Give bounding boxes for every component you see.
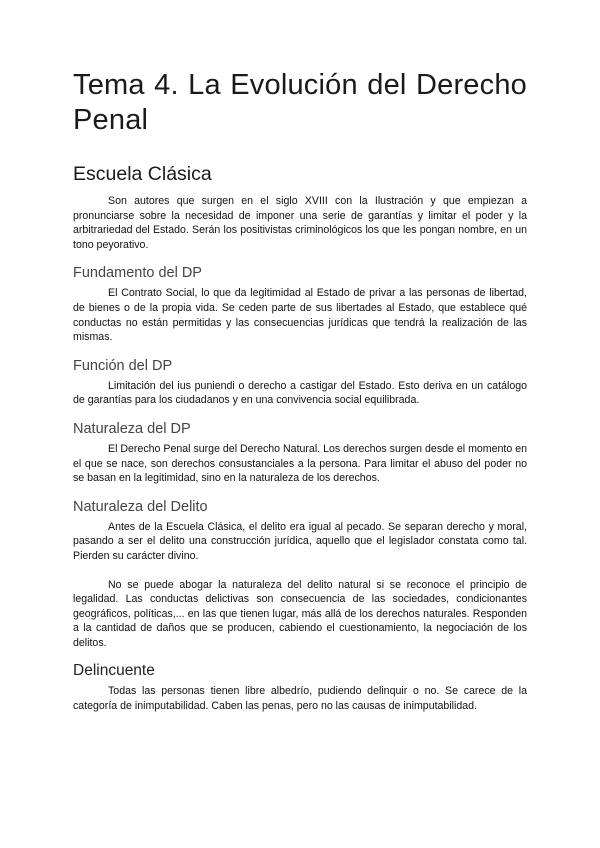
paragraph-delincuente: Todas las personas tienen libre albedrío, pudiendo delinquir o no. Se carece de la categoría de inimputabilidad. Caben las penas, pero no las causas de inimputabilidad. bbox=[73, 685, 527, 713]
paragraph-fundamento: El Contrato Social, lo que da legitimidad al Estado de privar a las personas de libertad, de bienes o de la propia vida. Se ceden parte de sus libertades al Estado, que establece qué conductas no están permitidas y las consecuencias jurídicas que tendrá la realización de las mismas. bbox=[73, 287, 527, 344]
section-heading: Escuela Clásica bbox=[73, 163, 212, 185]
subsection-delincuente bbox=[73, 662, 527, 713]
subsection-heading-naturaleza-dp: Naturaleza del DP bbox=[73, 420, 191, 437]
paragraph-naturaleza-dp: El Derecho Penal surge del Derecho Natural. Los derechos surgen desde el momento en el que se nace, son derechos consustanciales a la persona. Para limitar el abuso del poder no se basan en la legitimidad, sino en la naturaleza de los derechos. bbox=[73, 442, 527, 485]
paragraph-naturaleza-delito-1: Antes de la Escuela Clásica, el delito era igual al pecado. Se separan derecho y moral, pasando a ser el delito una construcción jurídica, aquello que el legislador constata como tal. Pierden su carácter divino. bbox=[73, 520, 527, 562]
subsection-heading-funcion: Función del DP bbox=[73, 357, 173, 374]
subsection-heading-naturaleza-delito: Naturaleza del Delito bbox=[73, 498, 208, 515]
subsection-fundamento bbox=[73, 264, 527, 344]
section-intro-paragraph: Son autores que surgen en el siglo XVIII con la Ilustración y que empiezan a pronunciarse sobre la necesidad de imponer una serie de garantías y limitar el poder y la arbitrariedad del Estado. Serán los positivistas criminológicos los que les pongan nombre, en un tono peyorativo. bbox=[73, 195, 527, 251]
subsection-naturaleza-delito bbox=[73, 498, 527, 651]
document-content bbox=[73, 68, 527, 714]
subsection-heading-delincuente: Delincuente bbox=[73, 662, 155, 680]
paragraph-naturaleza-delito-2: No se puede abogar la naturaleza del delito natural si se reconoce el principio de legalidad. Las conductas delictivas son consecuencia de las sociedades, condicionantes geográficos, políticas,... en las que tienen lugar, más allá de los derechos naturales. Responden a la cantidad de daños que se producen, cabiendo el cuestionamiento, la negociación de los delitos. bbox=[73, 578, 527, 649]
subsection-funcion bbox=[73, 357, 527, 408]
paragraph-funcion: Limitación del ius puniendi o derecho a castigar del Estado. Esto deriva en un catálogo de garantías para los ciudadanos y en una convivencia social equilibrada. bbox=[73, 379, 527, 407]
subsection-naturaleza-dp bbox=[73, 420, 527, 486]
document-title: Tema 4. La Evolución del Derecho Penal bbox=[73, 69, 527, 136]
subsection-heading-fundamento: Fundamento del DP bbox=[73, 265, 202, 282]
